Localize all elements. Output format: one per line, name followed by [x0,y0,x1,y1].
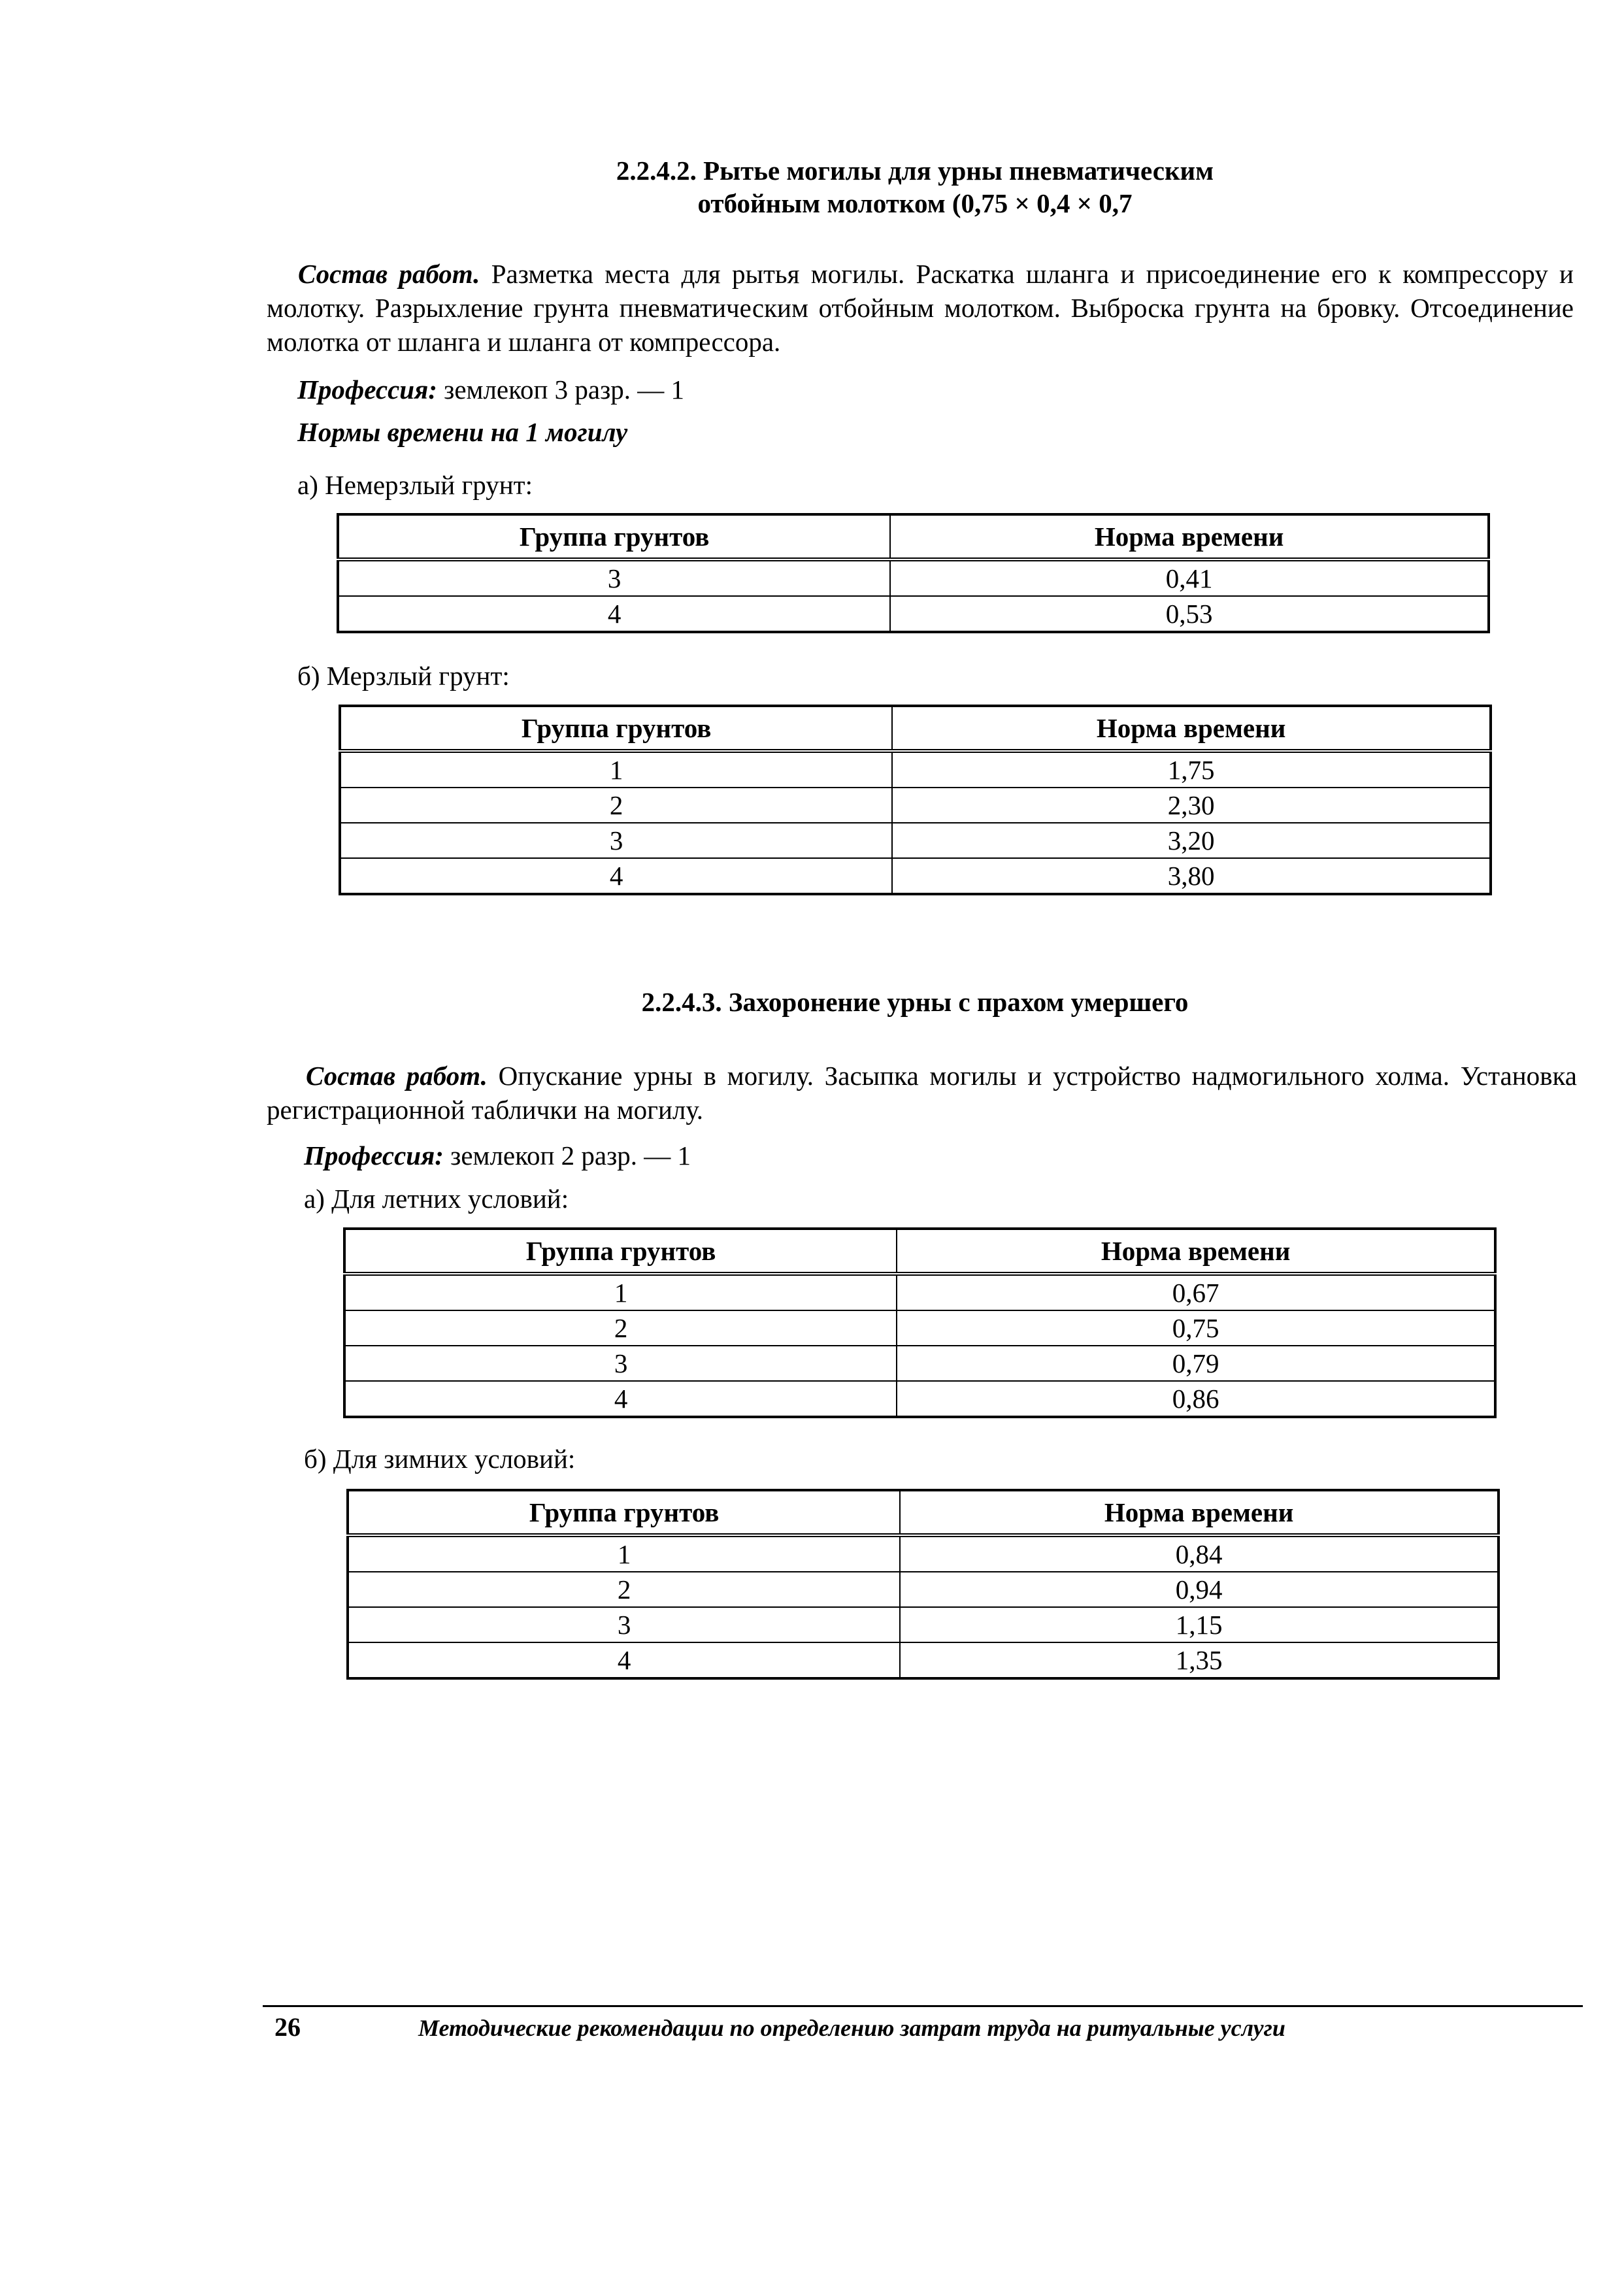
column-header-soil-group: Группа грунтов [340,706,892,751]
section-2-profession-text: землекоп 2 разр. — 1 [450,1140,691,1171]
cell-time-norm: 0,67 [897,1274,1495,1310]
running-title: Методические рекомендации по определению затрат труда на ритуальные услуги [418,2015,1285,2041]
column-header-time-norm: Норма времени [892,706,1491,751]
cell-soil-group: 3 [338,559,890,596]
table-row [344,1274,1495,1310]
section-1-table-b [339,705,1492,895]
cell-soil-group: 2 [344,1310,897,1346]
table-row [340,751,1491,788]
cell-soil-group: 1 [344,1274,897,1310]
table-row [348,1572,1499,1607]
cell-time-norm: 0,75 [897,1310,1495,1346]
column-header-soil-group: Группа грунтов [344,1229,897,1274]
section-2-table-b-caption: б) Для зимних условий: [304,1444,576,1474]
section-2-title: 2.2.4.3. Захоронение урны с прахом умершего [641,987,1189,1017]
cell-soil-group: 4 [344,1381,897,1417]
cell-time-norm: 0,86 [897,1381,1495,1417]
cell-soil-group: 2 [348,1572,900,1607]
cell-time-norm: 3,80 [892,858,1491,894]
table-header-row [340,706,1491,751]
cell-soil-group: 1 [348,1535,900,1572]
cell-soil-group: 4 [340,858,892,894]
section-2-table-a [343,1227,1497,1418]
table-row [348,1535,1499,1572]
section-2-profession [304,1139,691,1172]
table-row [340,788,1491,823]
section-2-table-b [346,1489,1500,1680]
cell-soil-group: 4 [348,1642,900,1678]
table-row [348,1642,1499,1678]
cell-soil-group: 4 [338,596,890,632]
column-header-time-norm: Норма времени [897,1229,1495,1274]
cell-soil-group: 3 [344,1346,897,1381]
cell-soil-group: 2 [340,788,892,823]
column-header-time-norm: Норма времени [890,514,1489,559]
section-1-title-line1: 2.2.4.2. Рытье могилы для урны пневматическим [616,156,1214,186]
section-1-table-b-caption: б) Мерзлый грунт: [297,661,510,691]
section-1-profession-label: Профессия: [297,374,437,405]
table-row [338,559,1489,596]
section-1-title-line2: отбойным молотком (0,75 × 0,4 × 0,7 [697,188,1133,218]
table-row [340,858,1491,894]
section-1-profession-text: землекоп 3 разр. — 1 [444,374,685,405]
column-header-time-norm: Норма времени [900,1490,1499,1535]
cell-time-norm: 0,53 [890,596,1489,632]
section-1-composition-text: Разметка места для рытья могилы. Раскатка шланга и присоединение его к компрессору и молотку. Разрыхление грунта пневматическим отбойным молотком. Выброска грунта на бровку. Отсоединение молотка от шланга и шланга от компрессора. [267,259,1574,357]
cell-soil-group: 1 [340,751,892,788]
section-2-composition [267,1059,1577,1127]
table-row [344,1381,1495,1417]
page-number: 26 [274,2012,301,2042]
cell-time-norm: 2,30 [892,788,1491,823]
section-1-table-a [337,513,1490,633]
table-row [344,1310,1495,1346]
section-2-table-a-caption: а) Для летних условий: [304,1184,569,1214]
table-row [344,1346,1495,1381]
cell-time-norm: 0,94 [900,1572,1499,1607]
section-1-table-a-caption: а) Немерзлый грунт: [297,470,533,500]
cell-time-norm: 0,41 [890,559,1489,596]
footer-divider [263,2005,1583,2007]
cell-time-norm: 1,15 [900,1607,1499,1642]
cell-time-norm: 3,20 [892,823,1491,858]
cell-time-norm: 0,79 [897,1346,1495,1381]
table-header-row [338,514,1489,559]
cell-soil-group: 3 [340,823,892,858]
table-header-row [344,1229,1495,1274]
cell-time-norm: 1,75 [892,751,1491,788]
cell-time-norm: 1,35 [900,1642,1499,1678]
column-header-soil-group: Группа грунтов [348,1490,900,1535]
section-1-profession [297,373,684,407]
cell-soil-group: 3 [348,1607,900,1642]
section-1-title [457,154,1372,220]
section-2-composition-label: Состав работ. [306,1061,488,1091]
section-2-profession-label: Профессия: [304,1140,444,1171]
table-row [338,596,1489,632]
table-header-row [348,1490,1499,1535]
section-1-composition-label: Состав работ. [298,259,480,289]
table-row [340,823,1491,858]
table-row [348,1607,1499,1642]
section-1-norms-heading: Нормы времени на 1 могилу [297,417,628,447]
section-2-composition-text: Опускание урны в могилу. Засыпка могилы и устройство надмогильного холма. Установка регистрационной таблички на могилу. [267,1061,1577,1125]
column-header-soil-group: Группа грунтов [338,514,890,559]
cell-time-norm: 0,84 [900,1535,1499,1572]
section-1-composition [267,257,1574,359]
